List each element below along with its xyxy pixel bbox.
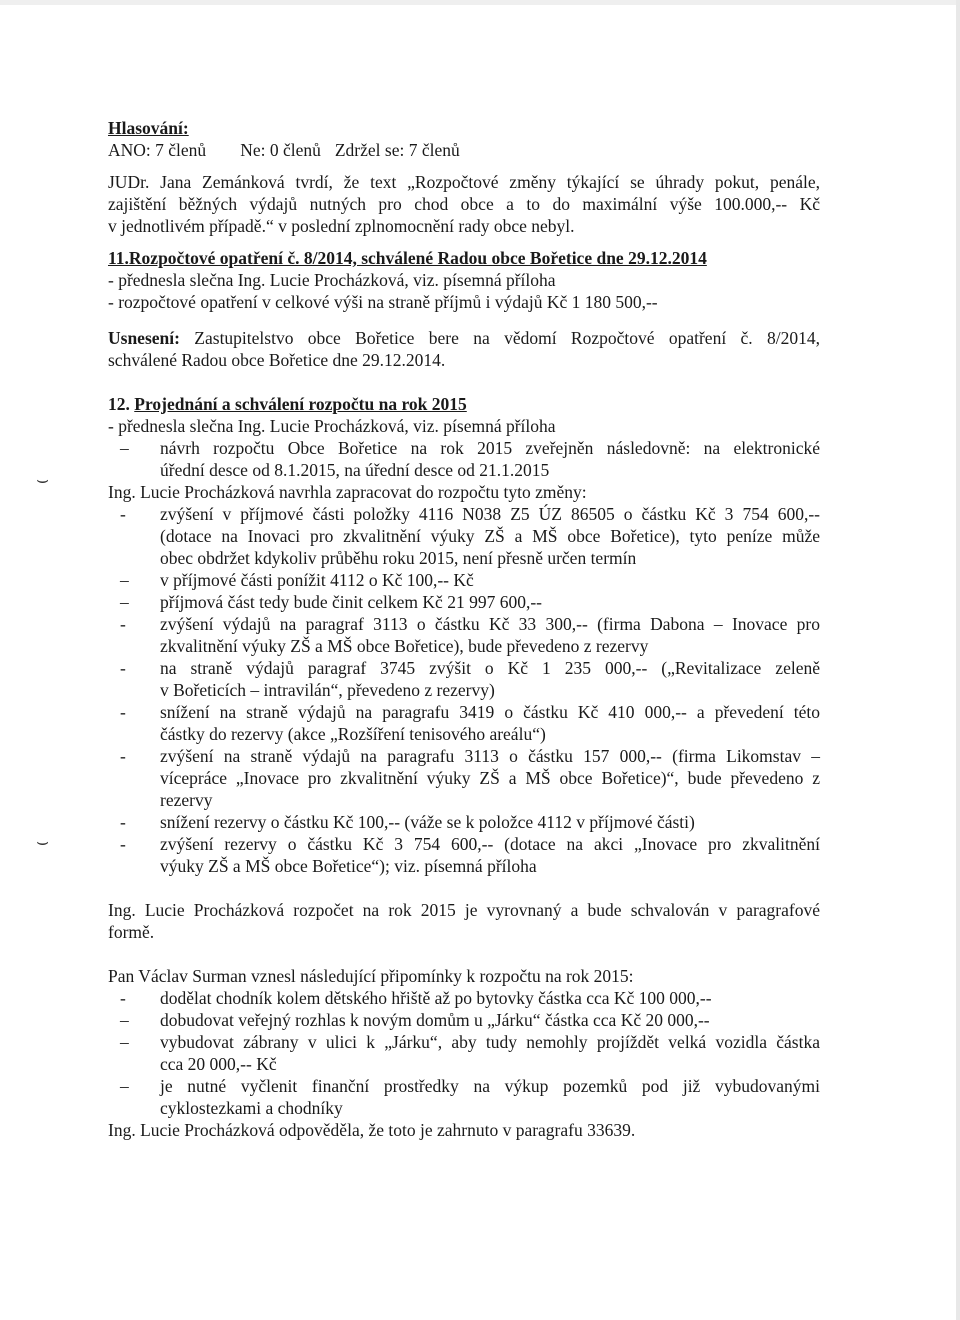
change-item-line: v Bořeticích – intravilán“, převedeno z rezervy) [160, 680, 495, 700]
vote-abstain: Zdržel se: 7 členů [334, 140, 460, 160]
change-item [108, 503, 820, 569]
surman-item-line: cyklostezkami a chodníky [160, 1098, 343, 1118]
change-item-line: vícepráce „Inovace pro zkvalitnění výuky ZŠ a MŠ obce Bořetice)“, bude převedeno z [160, 768, 820, 788]
scan-mark: ⌣ [36, 831, 50, 853]
resolution-label: Usnesení: [108, 328, 180, 348]
change-item-line: obec obdržet kdykoliv průběhu roku 2015, není přesně určen termín [160, 548, 637, 568]
change-item-line: zvýšení rezervy o částku Kč 3 754 600,-- (dotace na akci „Inovace pro zkvalitnění [160, 834, 820, 854]
paragraph-line: v jednotlivém případě.“ v poslední zplnomocnění rady obce nebyl. [108, 216, 575, 236]
change-item [108, 657, 820, 701]
draft-line: návrh rozpočtu Obce Bořetice na rok 2015 zveřejněn následovně: na elektronické [160, 438, 820, 458]
change-item-line: na straně výdajů paragraf 3745 zvýšit o Kč 1 235 000,-- („Revitalizace zeleně [160, 658, 820, 678]
surman-item [108, 987, 820, 1009]
draft-line: úřední desce od 8.1.2015, na úřední desce od 21.1.2015 [160, 460, 550, 480]
paragraph-line: JUDr. Jana Zemánková tvrdí, že text „Rozpočtové změny týkající se úhrady pokut, penále, [108, 172, 820, 192]
resolution-text: Zastupitelstvo obce Bořetice bere na vědomí Rozpočtové opatření č. 8/2014, [194, 328, 821, 348]
reply-line: Ing. Lucie Procházková odpověděla, že toto je zahrnuto v paragrafu 33639. [108, 1120, 636, 1140]
change-item-line: příjmová část tedy bude činit celkem Kč 21 997 600,-- [160, 592, 542, 612]
change-item-line: výuky ZŠ a MŠ obce Bořetice“); viz. písemná příloha [160, 856, 537, 876]
draft-item [108, 437, 820, 481]
surman-item [108, 1031, 820, 1075]
change-item-line: (dotace na Inovaci pro zkvalitnění výuky ZŠ a MŠ obce Bořetice), tyto peníze může [160, 526, 820, 546]
change-item-line: snížení rezervy o částku Kč 100,-- (váže se k položce 4112 v příjmové části) [160, 812, 695, 832]
surman-item [108, 1009, 820, 1031]
surman-item-line: dobudovat veřejný rozhlas k novým domům u „Járku“ částka cca Kč 20 000,-- [160, 1010, 710, 1030]
dash: - [120, 702, 126, 722]
change-item-line: zvýšení výdajů na paragraf 3113 o částku Kč 33 300,-- (firma Dabona – Inovace pro [160, 614, 820, 634]
section-12-number: 12. [108, 394, 130, 414]
changes-intro: Ing. Lucie Procházková navrhla zapracovat do rozpočtu tyto změny: [108, 482, 587, 502]
change-item-line: zvýšení na straně výdajů na paragrafu 3113 o částku 157 000,-- (firma Likomstav – [160, 746, 820, 766]
surman-item-line: vybudovat zábrany v ulici k „Járku“, aby tudy nemohly projíždět velká vozidla částka [160, 1032, 820, 1052]
section-12-presented: - přednesla slečna Ing. Lucie Procházková, viz. písemná příloha [108, 416, 556, 436]
change-item-line: zvýšení v příjmové části položky 4116 N038 Z5 ÚZ 86505 o částku Kč 3 754 600,-- [160, 504, 820, 524]
dash: - [120, 614, 126, 634]
change-item [108, 569, 820, 591]
section-11-line: - přednesla slečna Ing. Lucie Procházková, viz. písemná příloha [108, 270, 556, 290]
dash: - [120, 988, 126, 1008]
dash: - [120, 812, 126, 832]
surman-item-line: cca 20 000,-- Kč [160, 1054, 277, 1074]
voting-results [108, 139, 820, 161]
change-item-line: v příjmové části ponížit 4112 o Kč 100,-- Kč [160, 570, 474, 590]
changes-list [108, 503, 820, 877]
section-12-title: Projednání a schválení rozpočtu na rok 2015 [134, 394, 467, 414]
change-item [108, 701, 820, 745]
change-item-line: rezervy [160, 790, 213, 810]
section-12-heading [108, 393, 820, 415]
dash: – [120, 570, 129, 590]
vote-yes: ANO: 7 členů [108, 140, 207, 160]
dash: – [120, 592, 129, 612]
resolution-text-2: schválené Radou obce Bořetice dne 29.12.2014. [108, 350, 446, 370]
scan-mark: ⌣ [36, 469, 50, 491]
scan-edge-top [0, 0, 960, 5]
paragraph-line: zajištění běžných výdajů nutných pro chod obce a to do maximální výše 100.000,-- Kč [108, 194, 820, 214]
dash: - [120, 834, 126, 854]
surman-item [108, 1075, 820, 1119]
change-item-line: zkvalitnění výuky ZŠ a MŠ obce Bořetice), bude převedeno z rezervy [160, 636, 649, 656]
dash: – [120, 1076, 129, 1096]
dash: - [120, 746, 126, 766]
surman-intro: Pan Václav Surman vznesl následující připomínky k rozpočtu na rok 2015: [108, 966, 634, 986]
change-item-line: snížení na straně výdajů na paragrafu 3419 o částku Kč 410 000,-- a převedení této [160, 702, 820, 722]
vote-no: Ne: 0 členů [240, 140, 321, 160]
change-item [108, 811, 820, 833]
dash: – [120, 1032, 129, 1052]
balanced-line: Ing. Lucie Procházková rozpočet na rok 2015 je vyrovnaný a bude schvalován v paragrafové [108, 900, 820, 920]
section-11-heading: 11.Rozpočtové opatření č. 8/2014, schválené Radou obce Bořetice dne 29.12.2014 [108, 248, 707, 268]
dash: – [120, 438, 129, 458]
change-item [108, 591, 820, 613]
change-item-line: částky do rezervy (akce „Rozšíření tenisového areálu“) [160, 724, 546, 744]
surman-list [108, 987, 820, 1119]
balanced-line: formě. [108, 922, 155, 942]
section-11-line: - rozpočtové opatření v celkové výši na straně příjmů i výdajů Kč 1 180 500,-- [108, 292, 658, 312]
voting-heading: Hlasování: [108, 118, 189, 138]
change-item [108, 613, 820, 657]
resolution [108, 327, 820, 349]
dash: – [120, 1010, 129, 1030]
surman-item-line: je nutné vyčlenit finanční prostředky na výkup pozemků pod již vybudovanými [160, 1076, 820, 1096]
dash: - [120, 658, 126, 678]
change-item [108, 745, 820, 811]
dash: - [120, 504, 126, 524]
change-item [108, 833, 820, 877]
scan-edge-right [956, 0, 960, 1320]
document-page [108, 117, 820, 1141]
surman-item-line: dodělat chodník kolem dětského hřiště až po bytovky částka cca Kč 100 000,-- [160, 988, 712, 1008]
